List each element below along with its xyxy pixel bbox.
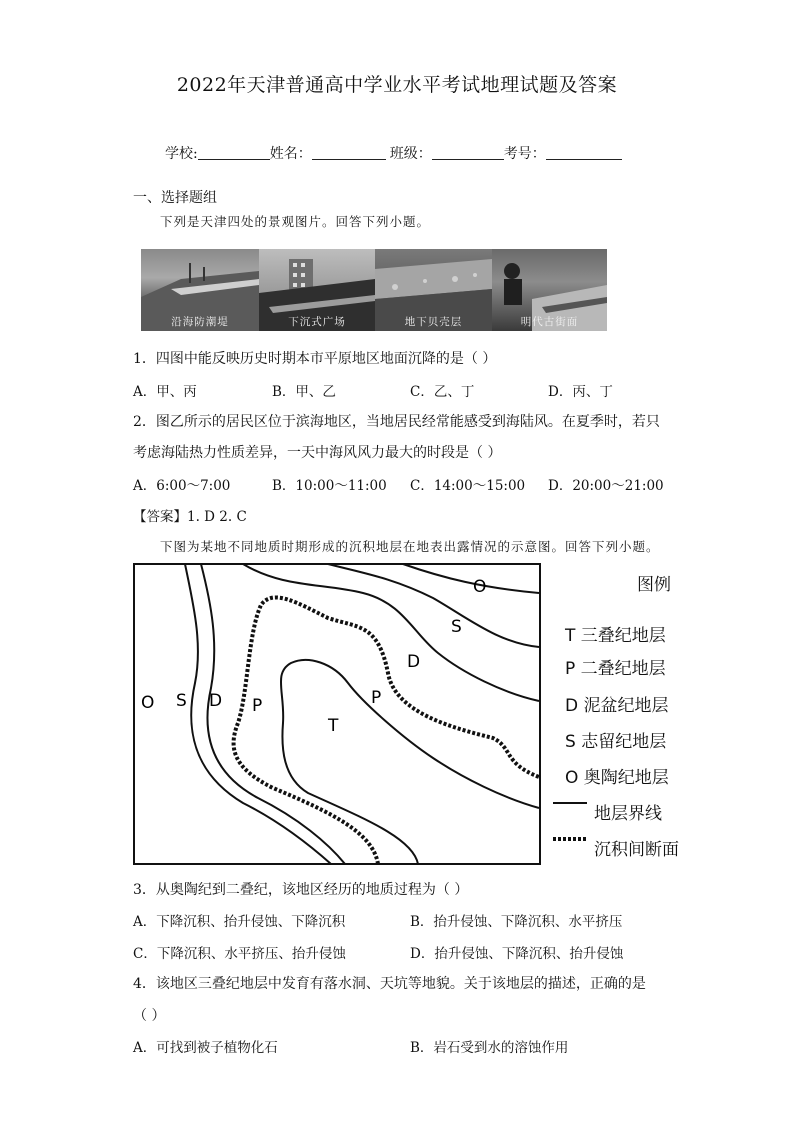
shell-layer-photo	[375, 249, 492, 331]
ancient-street-photo	[492, 249, 607, 331]
name-field[interactable]	[312, 145, 386, 160]
boundary-line	[328, 564, 539, 647]
map-label-d: D	[209, 691, 223, 711]
class-label: 班级：	[389, 146, 432, 162]
boundary-line	[281, 660, 539, 864]
map-label-p: P	[371, 688, 382, 708]
q2-option-a[interactable]: A．6:00～7:00	[133, 478, 231, 494]
geologic-map	[133, 563, 541, 865]
q1-option-a[interactable]: A．甲、丙	[133, 384, 197, 400]
q3-option-d[interactable]: D．抬升侵蚀、下降沉积、抬升侵蚀	[410, 946, 624, 962]
q3-option-c[interactable]: C．下降沉积、水平挤压、抬升侵蚀	[133, 946, 346, 962]
legend-title: 图例	[637, 575, 671, 595]
photo-caption: 地下贝壳层	[404, 316, 463, 328]
map-label-s: S	[451, 617, 462, 637]
map-label-s: S	[176, 691, 187, 711]
landscape-photo-strip	[141, 249, 607, 331]
map-label-t: T	[328, 716, 339, 736]
school-label: 学校:	[165, 146, 198, 162]
photo-caption: 下沉式广场	[288, 316, 346, 328]
question-4-line-2: （ ）	[133, 1008, 166, 1024]
exam-no-label: 考号：	[503, 146, 546, 162]
q2-option-c[interactable]: C．14:00～15:00	[410, 478, 526, 494]
q2-option-b[interactable]: B．10:00～11:00	[272, 478, 387, 494]
map-label-o: O	[141, 693, 155, 713]
q4-option-b[interactable]: B．岩石受到水的溶蚀作用	[410, 1040, 569, 1056]
q1-option-d[interactable]: D．丙、丁	[548, 384, 613, 400]
student-info-row	[165, 143, 622, 163]
map-frame	[134, 564, 540, 864]
legend-item-d: D 泥盆纪地层	[565, 696, 669, 716]
q4-option-a[interactable]: A．可找到被子植物化石	[133, 1040, 278, 1056]
intro-text-1: 下列是天津四处的景观图片。回答下列小题。	[160, 214, 431, 229]
q3-option-b[interactable]: B．抬升侵蚀、下降沉积、水平挤压	[410, 914, 623, 930]
boundary-line	[243, 564, 539, 701]
question-3: 3．从奥陶纪到二叠纪，该地区经历的地质过程为（ ）	[133, 882, 469, 898]
legend-item-o: O 奥陶纪地层	[565, 768, 669, 788]
seawall-photo	[141, 249, 259, 331]
school-field[interactable]	[198, 145, 270, 160]
exam-no-field[interactable]	[546, 145, 622, 160]
q3-option-a[interactable]: A．下降沉积、抬升侵蚀、下降沉积	[133, 914, 346, 930]
q1-option-b[interactable]: B．甲、乙	[272, 384, 336, 400]
question-2-line-1: 2．图乙所示的居民区位于滨海地区，当地居民经常能感受到海陆风。在夏季时，若只	[133, 414, 660, 430]
photo-caption: 沿海防潮堤	[171, 316, 229, 328]
map-label-d: D	[407, 652, 421, 672]
question-1: 1．四图中能反映历史时期本市平原地区地面沉降的是（ ）	[133, 351, 497, 367]
sunken-plaza-photo	[259, 249, 375, 331]
name-label: 姓名：	[269, 146, 312, 162]
map-label-o: O	[473, 577, 487, 597]
legend-item-t: T 三叠纪地层	[565, 626, 666, 646]
section-title: 一、选择题组	[133, 190, 217, 206]
legend-item-s: S 志留纪地层	[565, 732, 667, 752]
q2-option-d[interactable]: D．20:00～21:00	[548, 478, 664, 494]
page-title: 2022年天津普通高中学业水平考试地理试题及答案	[176, 74, 618, 96]
photo-caption: 明代古街面	[520, 316, 579, 328]
intro-text-2: 下图为某地不同地质时期形成的沉积地层在地表出露情况的示意图。回答下列小题。	[160, 539, 660, 554]
q1-option-c[interactable]: C．乙、丁	[410, 384, 475, 400]
answer-line: 【答案】1. D 2. C	[133, 509, 247, 525]
question-4-line-1: 4．该地区三叠纪地层中发育有落水洞、天坑等地貌。关于该地层的描述，正确的是	[133, 976, 646, 992]
legend-boundary-symbol	[553, 796, 591, 810]
question-2-line-2: 考虑海陆热力性质差异，一天中海风风力最大的时段是（ ）	[133, 445, 502, 461]
legend-item-p: P 二叠纪地层	[565, 659, 666, 679]
legend-unconformity-label: 沉积间断面	[594, 840, 679, 860]
legend-boundary-label: 地层界线	[594, 804, 662, 824]
map-label-p: P	[252, 696, 263, 716]
class-field[interactable]	[432, 145, 504, 160]
legend-unconformity-symbol	[553, 832, 591, 846]
boundary-line	[403, 564, 539, 593]
